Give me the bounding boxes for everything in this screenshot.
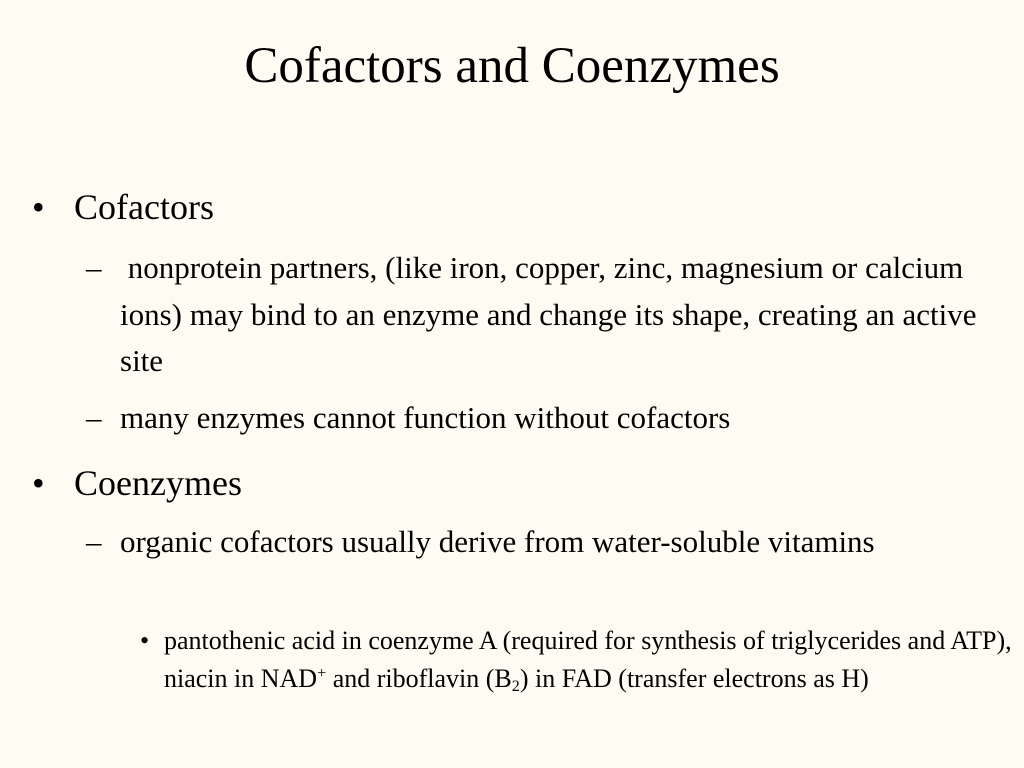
sub-sub-bullet-vitamin-coenzymes [140, 622, 1014, 698]
bullet-marker: • [32, 463, 45, 503]
text-part: ) in FAD (transfer electrons as H) [519, 664, 869, 693]
subscript-two: 2 [511, 678, 520, 696]
sub-bullet-enzymes-need-cofactors [86, 395, 980, 442]
dash-marker: – [86, 524, 102, 559]
sub-bullet-organic-cofactors [86, 519, 980, 566]
bullet-marker: • [32, 187, 45, 227]
bullet-coenzymes [32, 461, 242, 505]
superscript-plus: + [317, 665, 327, 683]
text-part: and riboflavin (B [326, 664, 512, 693]
slide-title: Cofactors and Coenzymes [244, 38, 780, 94]
text-part: pantothenic acid in coenzyme A (required for synthesis of triglycerides and ATP), niacin in NAD [164, 626, 1012, 693]
bullet-marker: • [140, 626, 150, 655]
dash-marker: – [86, 400, 102, 435]
sub-bullet-text: organic cofactors usually derive from water-soluble vitamins [120, 524, 875, 559]
sub-bullet-text: many enzymes cannot function without cofactors [120, 400, 731, 435]
sub-bullet-text: nonprotein partners, (like iron, copper, zinc, magnesium or calcium ions) may bind to an enzyme and change its shape, creating an active site [120, 250, 985, 378]
dash-marker: – [86, 250, 102, 285]
bullet-label: Cofactors [74, 187, 214, 227]
bullet-label: Coenzymes [74, 463, 242, 503]
sub-bullet-nonprotein-partners [86, 245, 985, 385]
bullet-cofactors [32, 185, 214, 229]
sub-sub-bullet-text [164, 622, 1014, 698]
